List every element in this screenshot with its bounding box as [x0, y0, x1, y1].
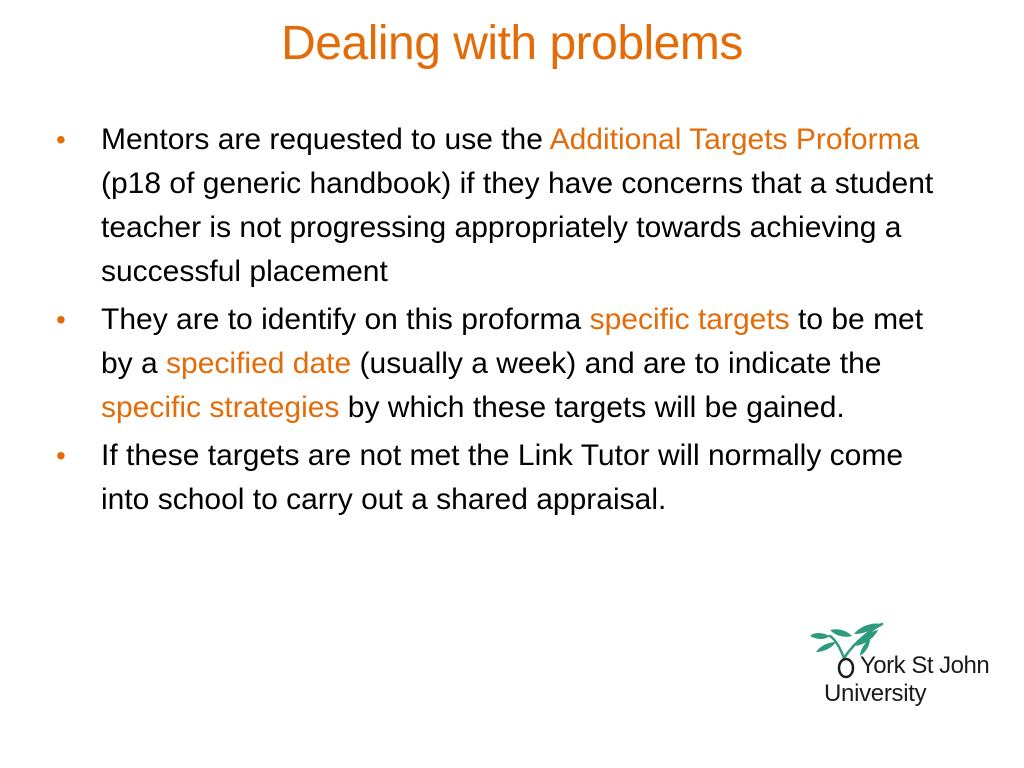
text-segment: If these targets are not met the Link Tutor will normally come into school to carry out a shared appraisal. — [101, 439, 904, 516]
logo-text-line1: York St John — [860, 652, 990, 679]
text-segment: (p18 of generic handbook) if they have concerns that a student teacher is not progressing appropriately towards achieving a successful placement — [101, 167, 934, 288]
bullet-icon: • — [56, 304, 66, 335]
bullet-text — [101, 303, 923, 424]
text-segment: They are to identify on this proforma — [101, 303, 590, 336]
text-segment: Mentors are requested to use the — [101, 123, 550, 156]
bullet-item — [56, 434, 956, 522]
bullet-item — [56, 118, 956, 294]
slide-title: Dealing with problems — [281, 17, 743, 70]
bullet-icon: • — [56, 124, 66, 155]
highlighted-text: specific strategies — [101, 391, 340, 424]
text-segment: (usually a week) and are to indicate the — [351, 347, 882, 380]
highlighted-text: specific targets — [589, 303, 790, 336]
bullet-icon: • — [56, 440, 66, 471]
text-segment: by which these targets will be gained. — [339, 391, 845, 424]
bullet-text — [101, 123, 933, 288]
bullet-item — [56, 298, 956, 430]
bullet-text — [101, 439, 903, 516]
text-segment: to be met by a — [101, 303, 924, 380]
highlighted-text: specified date — [166, 347, 352, 380]
logo-text-line2: University — [824, 680, 927, 707]
bullet-list — [56, 118, 956, 526]
university-logo — [808, 618, 992, 718]
highlighted-text: Additional Targets Proforma — [549, 123, 920, 156]
